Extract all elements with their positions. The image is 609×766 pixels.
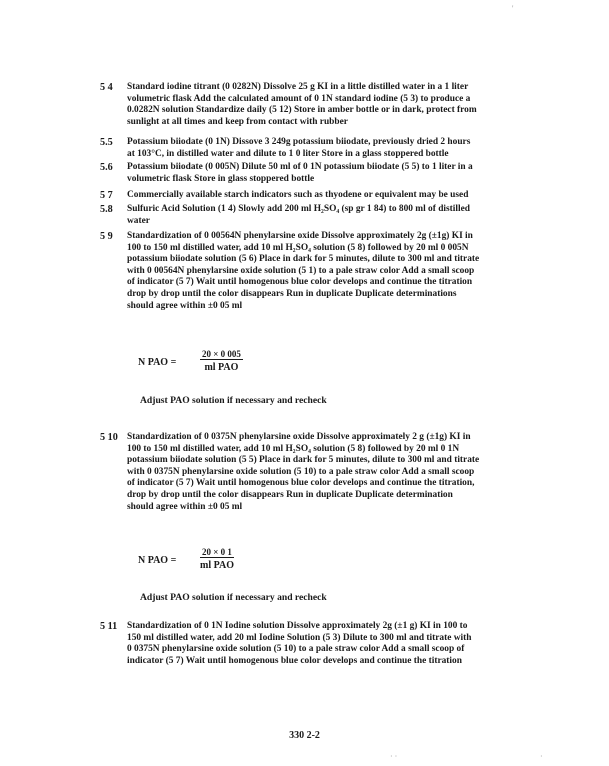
section-5-10 <box>100 432 560 513</box>
section-5-6 <box>100 162 560 185</box>
section-number: 5 10 <box>100 432 118 443</box>
section-number: 5.8 <box>100 204 113 215</box>
section-5-11 <box>100 621 560 667</box>
section-text: Potassium biiodate (0 005N) Dilute 50 ml of 0 1N potassium biiodate (5 5) to 1 liter in a volumetric flask Store in glass stoppered bottle <box>127 162 473 184</box>
adjust-note-1: Adjust PAO solution if necessary and recheck <box>140 395 327 406</box>
section-number: 5 4 <box>100 82 113 93</box>
page-number: 330 2-2 <box>289 730 320 741</box>
section-5-4 <box>100 82 560 128</box>
section-5-9 <box>100 231 560 312</box>
scan-speck: · <box>540 752 543 761</box>
section-5-7 <box>100 190 560 202</box>
section-number: 5.6 <box>100 162 113 173</box>
equation-fraction <box>200 349 243 373</box>
section-text: Sulfuric Acid Solution (1 4) Slowly add 200 ml H₂SO₄ (sp gr 1 84) to 800 ml of distilled water <box>127 204 470 226</box>
section-text: Standardization of 0 1N Iodine solution Dissolve approximately 2g (±1 g) KI in 100 to 150 ml distilled water, add 20 ml Iodine Solution (5 3) Dilute to 300 ml and titrate with 0 0375N phenylarsine oxide solution (5 10) to a pale straw color Add a small scoop of indicator (5 7) Wait until homogenous blue color develops and continue the titration <box>127 621 472 666</box>
equation-numerator: 20 × 0 005 <box>202 349 241 359</box>
scan-speck: · · <box>390 752 398 761</box>
section-5-5 <box>100 137 560 160</box>
equation-fraction <box>200 547 234 571</box>
section-number: 5.5 <box>100 137 113 148</box>
section-text: Standardization of 0 00564N phenylarsine oxide Dissolve approximately 2g (±1g) KI in 100 to 150 ml distilled water, add 10 ml H₂SO₄ solution (5 8) followed by 20 ml 0 005N potassium biiodate solution (5 6) Place in dark for 5 minutes, dilute to 300 ml and titrate with 0 00564N phenylarsine oxide solution (5 1) to a pale straw color Add a small scoop of indicator (5 7) Wait until homogenous blue color develops and continue the titration drop by drop until the color disappears Run in duplicate Duplicate determinations should agree within ±0 05 ml <box>127 231 480 311</box>
equation-denominator: ml PAO <box>200 560 234 571</box>
section-number: 5 11 <box>100 621 118 632</box>
scan-speck: ' <box>512 4 514 13</box>
section-text: Commercially available starch indicators such as thyodene or equivalent may be used <box>127 190 469 200</box>
section-number: 5 9 <box>100 231 113 242</box>
section-5-8 <box>100 204 560 227</box>
section-text: Standardization of 0 0375N phenylarsine oxide Dissolve approximately 2 g (±1g) KI in 100 to 150 ml distilled water, add 10 ml H₂SO₄ solution (5 8) followed by 20 ml 0 1N potassium biiodate solution (5 5) Place in dark for 5 minutes, dilute to 300 ml and titrate with 0 0375N phenylarsine oxide solution (5 10) to a pale straw color Add a small scoop of indicator (5 7) Wait until homogenous blue color develops and continue the titration, drop by drop until the color disappears Run in duplicate Duplicate determination should agree within ±0 05 ml <box>127 432 480 512</box>
section-text: Potassium biiodate (0 1N) Dissove 3 249g potassium biiodate, previously dried 2 hours at 103°C, in distilled water and dilute to 1 0 liter Store in a glass stoppered bottle <box>127 137 471 159</box>
equation-denominator: ml PAO <box>204 362 239 373</box>
section-text: Standard iodine titrant (0 0282N) Dissolve 25 g KI in a little distilled water in a 1 liter volumetric flask Add the calculated amount of 0 1N standard iodine (5 3) to produce a 0.0282N solution Standardize daily (5 12) Store in amber bottle or in dark, protect from sunlight at all times and keep from contact with rubber <box>127 82 477 127</box>
equation-lhs: N PAO = <box>138 357 177 368</box>
equation-lhs: N PAO = <box>138 555 177 566</box>
adjust-note-2: Adjust PAO solution if necessary and recheck <box>140 592 327 603</box>
section-number: 5 7 <box>100 190 113 201</box>
equation-numerator: 20 × 0 1 <box>200 547 234 558</box>
